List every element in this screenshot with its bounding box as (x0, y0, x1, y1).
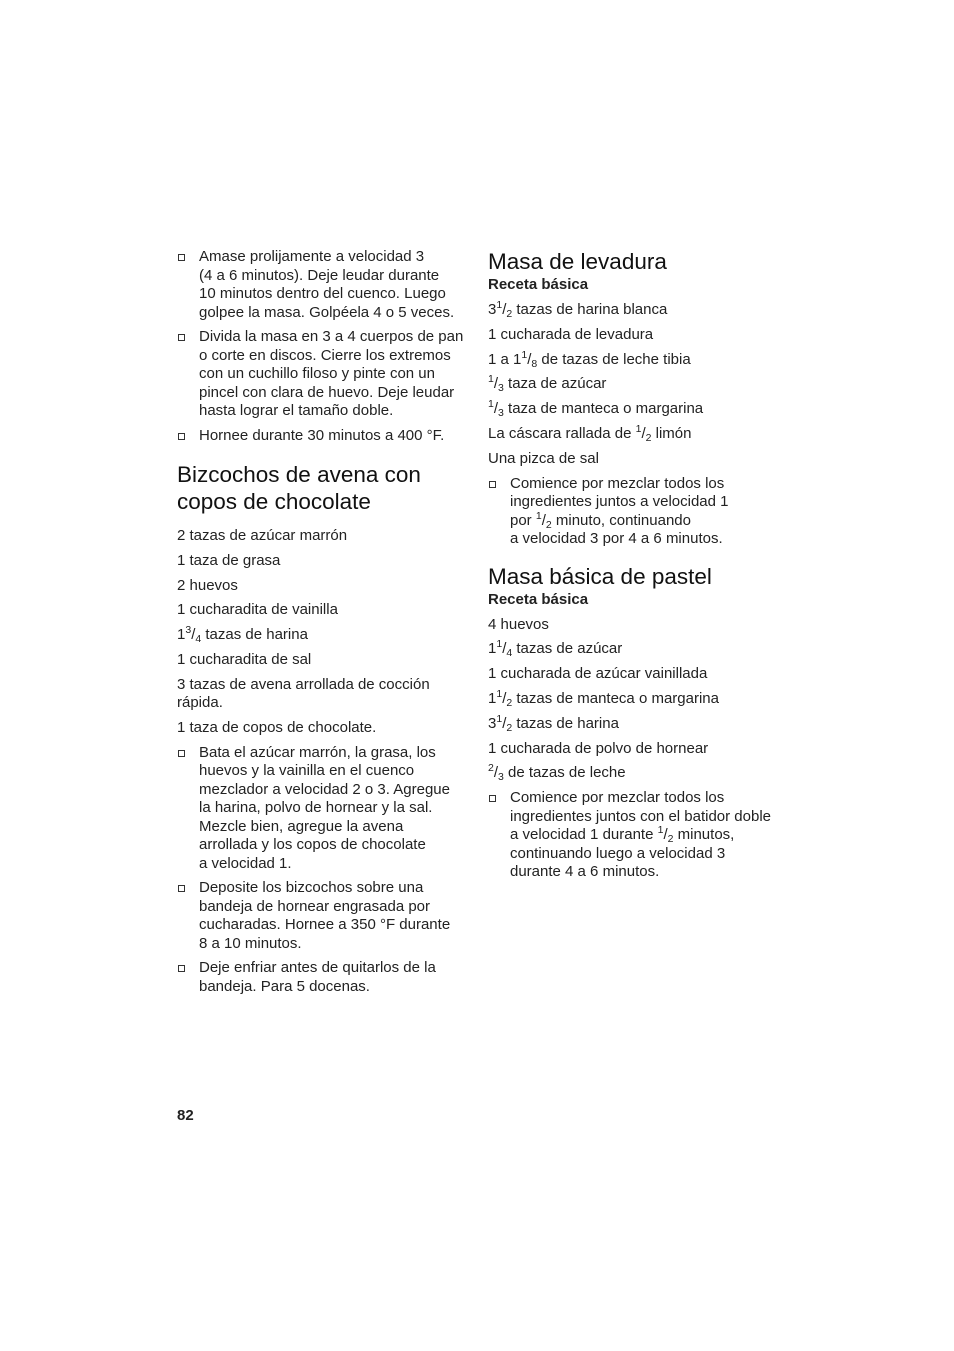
checkbox-bullet-icon (178, 254, 185, 261)
section-subtitle: Receta básica (488, 590, 589, 608)
ingredient-item: 3 tazas de avena arrollada de cocción rápida. (177, 675, 430, 712)
ingredient-item: 1 cucharadita de vainilla (177, 601, 338, 619)
step-item: Bata el azúcar marrón, la grasa, los huevos y la vainilla en el cuenco mezclador a velocidad 2 o 3. Agregue la harina, polvo de hornear y la sal. Mezcle bien, agregue la avena arrollada y los copos de chocolate a velocidad 1. (177, 744, 469, 874)
ingredient-item: 2 tazas de azúcar marrón (177, 527, 348, 544)
section-subtitle: Receta básica (488, 276, 589, 293)
page-number: 82 (177, 1107, 194, 1124)
ingredient-item: 1 cucharada de levadura (488, 325, 654, 343)
step-item: Comience por mezclar todos los ingredientes juntos con el batidor doble a velocidad 1 durante $^1/_2$ minutos, continuando luego a velocidad 3 durante 4 a 6 minutos. (488, 789, 780, 882)
step-item: Divida la masa en 3 a 4 cuerpos de pan o corte en discos. Cierre los extremos con un cuchillo filoso y pinte con un pincel con clara de huevo. Deje leudar hasta lograr el tamaño doble. (177, 328, 469, 421)
checkbox-bullet-icon (178, 965, 185, 972)
section-title-masa-levadura: Masa de levadura (488, 249, 667, 274)
step-item: Hornee durante 30 minutos a 400 °F. (177, 427, 469, 446)
ingredient-item: 1 cucharada de polvo de hornear (488, 739, 709, 757)
ingredient-item: $^1/_3$ taza de azúcar (488, 373, 607, 395)
ingredient-item: 1 taza de copos de chocolate. (177, 719, 377, 737)
left-column (177, 248, 469, 1002)
ingredient-item: $3^1/_2$ tazas de harina blanca (488, 299, 668, 320)
section-title-masa-pastel: Masa básica de pastel (488, 563, 712, 589)
ingredient-item: $1^1/_4$ tazas de azúcar (488, 638, 623, 660)
ingredient-item: $3^1/_2$ tazas de harina (488, 712, 619, 734)
ingredient-item: $1^1/_2$ tazas de manteca o margarina (488, 687, 719, 709)
ingredient-item: La cáscara rallada de $^1/_2$ limón (488, 422, 692, 444)
right-column (488, 248, 780, 888)
checkbox-bullet-icon (178, 750, 185, 757)
ingredient-item: $1^3/_4$ tazas de harina (177, 624, 308, 646)
ingredient-item: 2 huevos (177, 576, 238, 594)
step-item: Deje enfriar antes de quitarlos de la bandeja. Para 5 docenas. (177, 959, 469, 996)
section-title-bizcochos: Bizcochos de avena con copos de chocolate (177, 462, 421, 514)
ingredient-item: $^2/_3$ de tazas de leche (488, 762, 626, 784)
step-item: Deposite los bizcochos sobre una bandeja de hornear engrasada por cucharadas. Hornee a 350 °F durante 8 a 10 minutos. (177, 879, 469, 953)
ingredient-item: 4 huevos (488, 615, 549, 633)
step-item: Amase prolijamente a velocidad 3 (4 a 6 minutos). Deje leudar durante 10 minutos dentro del cuenco. Luego golpee la masa. Golpéela 4 o 5 veces. (177, 248, 469, 322)
ingredient-item: Una pizca de sal (488, 449, 599, 467)
ingredient-item: 1 a $1^1/_8$ de tazas de leche tibia (488, 348, 691, 370)
checkbox-bullet-icon (178, 885, 185, 892)
ingredient-item: $^1/_3$ taza de manteca o margarina (488, 398, 704, 420)
checkbox-bullet-icon (489, 795, 496, 802)
checkbox-bullet-icon (178, 433, 185, 440)
ingredient-item: 1 taza de grasa (177, 551, 281, 569)
ingredient-item: 1 cucharadita de sal (177, 650, 312, 668)
step-item: Comience por mezclar todos los ingredientes juntos a velocidad 1 por $^1/_2$ minuto, continuando a velocidad 3 por 4 a 6 minutos. (488, 475, 780, 549)
checkbox-bullet-icon (178, 334, 185, 341)
checkbox-bullet-icon (489, 481, 496, 488)
ingredient-item: 1 cucharada de azúcar vainillada (488, 665, 708, 683)
